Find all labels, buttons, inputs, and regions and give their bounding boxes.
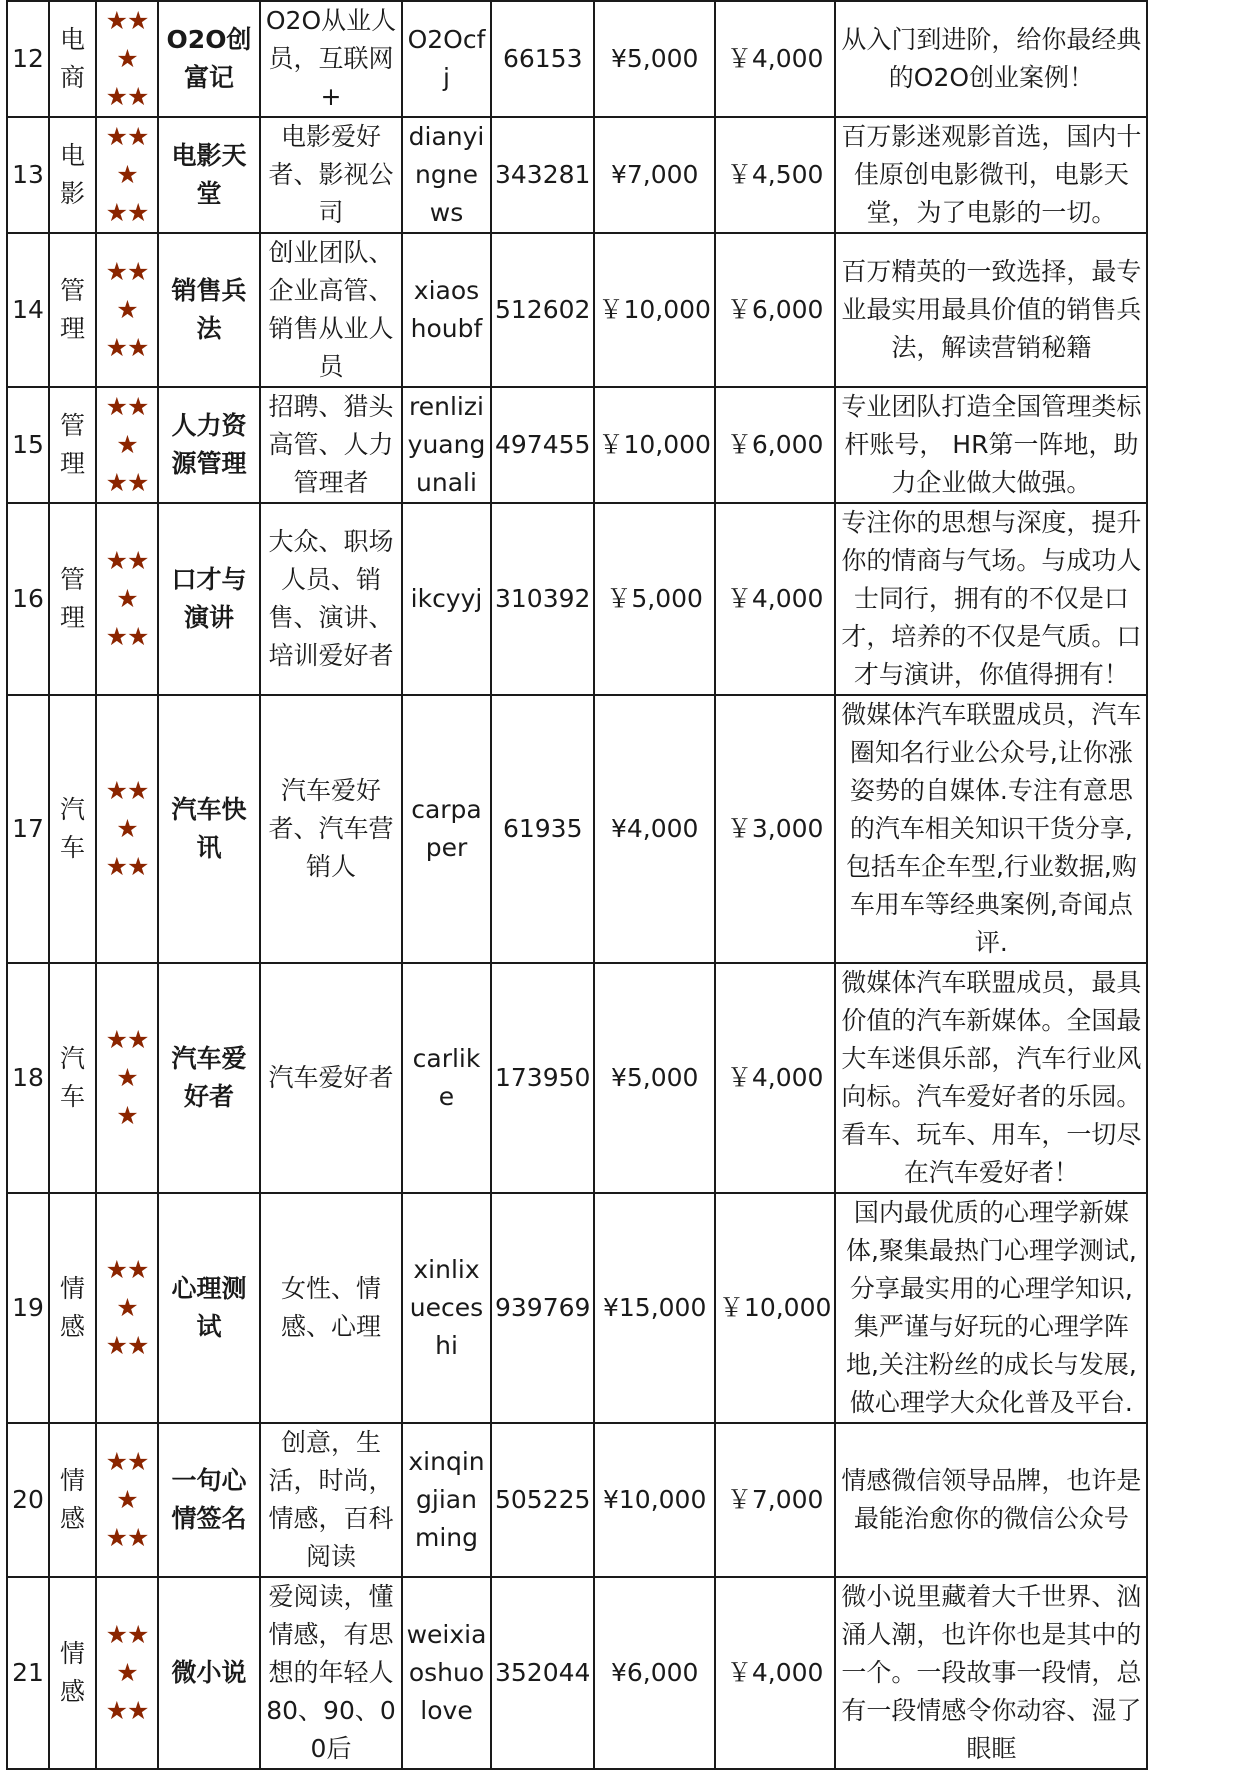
account-id: weixiaoshuolove — [402, 1577, 491, 1769]
row-number: 20 — [7, 1423, 49, 1577]
category-cell: 情感 — [49, 1193, 96, 1423]
fan-count: 497455 — [491, 387, 594, 503]
account-name: 汽车爱好者 — [158, 963, 260, 1193]
price-headline: ¥5,000 — [594, 963, 714, 1193]
stars-bottom: ★★ — [105, 1696, 149, 1725]
stars-top: ★★★ — [105, 1447, 149, 1514]
rating-stars — [96, 1, 158, 117]
row-number: 12 — [7, 1, 49, 117]
price-headline: ¥10,000 — [594, 1423, 714, 1577]
fan-count: 505225 — [491, 1423, 594, 1577]
stars-top: ★★★ — [105, 1025, 149, 1092]
target-audience: 电影爱好者、影视公司 — [260, 117, 402, 233]
account-description: 国内最优质的心理学新媒体,聚集最热门心理学测试,分享最实用的心理学知识,集严谨与好玩的心理学阵地,关注粉丝的成长与发展,做心理学大众化普及平台. — [835, 1193, 1147, 1423]
price-secondary: ￥3,000 — [715, 695, 835, 963]
rating-stars — [96, 1193, 158, 1423]
fan-count: 512602 — [491, 233, 594, 387]
price-headline: ¥4,000 — [594, 695, 714, 963]
price-headline: ¥6,000 — [594, 1577, 714, 1769]
table-row — [7, 695, 1147, 963]
account-id: carpaper — [402, 695, 491, 963]
price-secondary: ￥4,000 — [715, 1, 835, 117]
fan-count: 66153 — [491, 1, 594, 117]
price-headline: ￥5,000 — [594, 503, 714, 695]
rating-stars — [96, 233, 158, 387]
target-audience: 汽车爱好者 — [260, 963, 402, 1193]
stars-top: ★★★ — [105, 546, 149, 613]
category-cell: 电商 — [49, 1, 96, 117]
price-secondary: ￥6,000 — [715, 233, 835, 387]
stars-top: ★★★ — [105, 776, 149, 843]
table-row — [7, 1577, 1147, 1769]
table-row — [7, 1193, 1147, 1423]
row-number: 21 — [7, 1577, 49, 1769]
rating-stars — [96, 387, 158, 503]
fan-count: 352044 — [491, 1577, 594, 1769]
table-row — [7, 233, 1147, 387]
price-secondary: ￥4,500 — [715, 117, 835, 233]
account-description: 微小说里藏着大千世界、汹涌人潮，也许你也是其中的一个。一段故事一段情，总有一段情感令你动容、湿了眼眶 — [835, 1577, 1147, 1769]
account-description: 从入门到进阶，给你最经典的O2O创业案例！ — [835, 1, 1147, 117]
account-name: 人力资源管理 — [158, 387, 260, 503]
row-number: 19 — [7, 1193, 49, 1423]
stars-top: ★★★ — [105, 122, 149, 189]
row-number: 18 — [7, 963, 49, 1193]
account-name: 心理测试 — [158, 1193, 260, 1423]
account-name: 一句心情签名 — [158, 1423, 260, 1577]
fan-count: 61935 — [491, 695, 594, 963]
price-secondary: ￥4,000 — [715, 963, 835, 1193]
account-description: 微媒体汽车联盟成员，最具价值的汽车新媒体。全国最大车迷俱乐部，汽车行业风向标。汽车爱好者的乐园。看车、玩车、用车，一切尽在汽车爱好者！ — [835, 963, 1147, 1193]
category-cell: 管理 — [49, 233, 96, 387]
row-number: 16 — [7, 503, 49, 695]
price-secondary: ￥7,000 — [715, 1423, 835, 1577]
rating-stars — [96, 1423, 158, 1577]
stars-bottom: ★★ — [105, 333, 149, 362]
stars-bottom: ★★ — [105, 1331, 149, 1360]
fan-count: 939769 — [491, 1193, 594, 1423]
stars-bottom: ★★ — [105, 1523, 149, 1552]
price-secondary: ￥4,000 — [715, 1577, 835, 1769]
account-id: ikcyyj — [402, 503, 491, 695]
table-row — [7, 117, 1147, 233]
category-cell: 情感 — [49, 1423, 96, 1577]
account-description: 百万影迷观影首选，国内十佳原创电影微刊，电影天堂，为了电影的一切。 — [835, 117, 1147, 233]
stars-bottom: ★★ — [105, 622, 149, 651]
stars-bottom: ★★ — [105, 468, 149, 497]
account-id: xinlixueceshi — [402, 1193, 491, 1423]
media-price-table — [6, 0, 1148, 1770]
account-name: 电影天堂 — [158, 117, 260, 233]
target-audience: 招聘、猎头高管、人力管理者 — [260, 387, 402, 503]
account-description: 情感微信领导品牌，也许是最能治愈你的微信公众号 — [835, 1423, 1147, 1577]
stars-bottom: ★★ — [105, 198, 149, 227]
account-name: 销售兵法 — [158, 233, 260, 387]
price-secondary: ￥6,000 — [715, 387, 835, 503]
account-name: O2O创富记 — [158, 1, 260, 117]
account-id: renliziyuangunali — [402, 387, 491, 503]
row-number: 17 — [7, 695, 49, 963]
account-description: 专业团队打造全国管理类标杆账号， HR第一阵地，助力企业做大做强。 — [835, 387, 1147, 503]
row-number: 14 — [7, 233, 49, 387]
category-cell: 管理 — [49, 503, 96, 695]
price-secondary: ￥10,000 — [715, 1193, 835, 1423]
target-audience: 汽车爱好者、汽车营销人 — [260, 695, 402, 963]
fan-count: 173950 — [491, 963, 594, 1193]
stars-top: ★★★ — [105, 257, 149, 324]
account-id: xiaoshoubf — [402, 233, 491, 387]
stars-top: ★★★ — [105, 392, 149, 459]
rating-stars — [96, 963, 158, 1193]
category-cell: 汽车 — [49, 963, 96, 1193]
account-description: 微媒体汽车联盟成员，汽车圈知名行业公众号,让你涨姿势的自媒体.专注有意思的汽车相关知识干货分享,包括车企车型,行业数据,购车用车等经典案例,奇闻点评. — [835, 695, 1147, 963]
price-headline: ¥7,000 — [594, 117, 714, 233]
target-audience: 创意，生活，时尚，情感，百科阅读 — [260, 1423, 402, 1577]
rating-stars — [96, 117, 158, 233]
row-number: 13 — [7, 117, 49, 233]
target-audience: 创业团队、企业高管、销售从业人员 — [260, 233, 402, 387]
category-cell: 情感 — [49, 1577, 96, 1769]
stars-bottom: ★ — [116, 1101, 138, 1130]
stars-top: ★★★ — [105, 6, 149, 73]
rating-stars — [96, 1577, 158, 1769]
account-id: O2Ocfj — [402, 1, 491, 117]
stars-bottom: ★★ — [105, 852, 149, 881]
account-name: 汽车快讯 — [158, 695, 260, 963]
price-secondary: ￥4,000 — [715, 503, 835, 695]
table-row — [7, 503, 1147, 695]
target-audience: 大众、职场人员、销售、演讲、培训爱好者 — [260, 503, 402, 695]
table-row — [7, 1, 1147, 117]
account-id: xinqingjianming — [402, 1423, 491, 1577]
rating-stars — [96, 695, 158, 963]
category-cell: 管理 — [49, 387, 96, 503]
price-headline: ￥10,000 — [594, 387, 714, 503]
account-name: 微小说 — [158, 1577, 260, 1769]
fan-count: 343281 — [491, 117, 594, 233]
stars-bottom: ★★ — [105, 82, 149, 111]
account-id: dianyingnews — [402, 117, 491, 233]
account-id: carlike — [402, 963, 491, 1193]
rating-stars — [96, 503, 158, 695]
account-description: 专注你的思想与深度，提升你的情商与气场。与成功人士同行，拥有的不仅是口才，培养的不仅是气质。口才与演讲，你值得拥有！ — [835, 503, 1147, 695]
category-cell: 电影 — [49, 117, 96, 233]
target-audience: 女性、情感、心理 — [260, 1193, 402, 1423]
price-headline: ￥10,000 — [594, 233, 714, 387]
price-headline: ¥5,000 — [594, 1, 714, 117]
stars-top: ★★★ — [105, 1255, 149, 1322]
account-name: 口才与演讲 — [158, 503, 260, 695]
row-number: 15 — [7, 387, 49, 503]
category-cell: 汽车 — [49, 695, 96, 963]
table-row — [7, 963, 1147, 1193]
stars-top: ★★★ — [105, 1620, 149, 1687]
target-audience: 爱阅读，懂情感，有思想的年轻人80、90、00后 — [260, 1577, 402, 1769]
fan-count: 310392 — [491, 503, 594, 695]
account-description: 百万精英的一致选择，最专业最实用最具价值的销售兵法，解读营销秘籍 — [835, 233, 1147, 387]
target-audience: O2O从业人员，互联网+ — [260, 1, 402, 117]
table-row — [7, 387, 1147, 503]
price-headline: ¥15,000 — [594, 1193, 714, 1423]
table-row — [7, 1423, 1147, 1577]
